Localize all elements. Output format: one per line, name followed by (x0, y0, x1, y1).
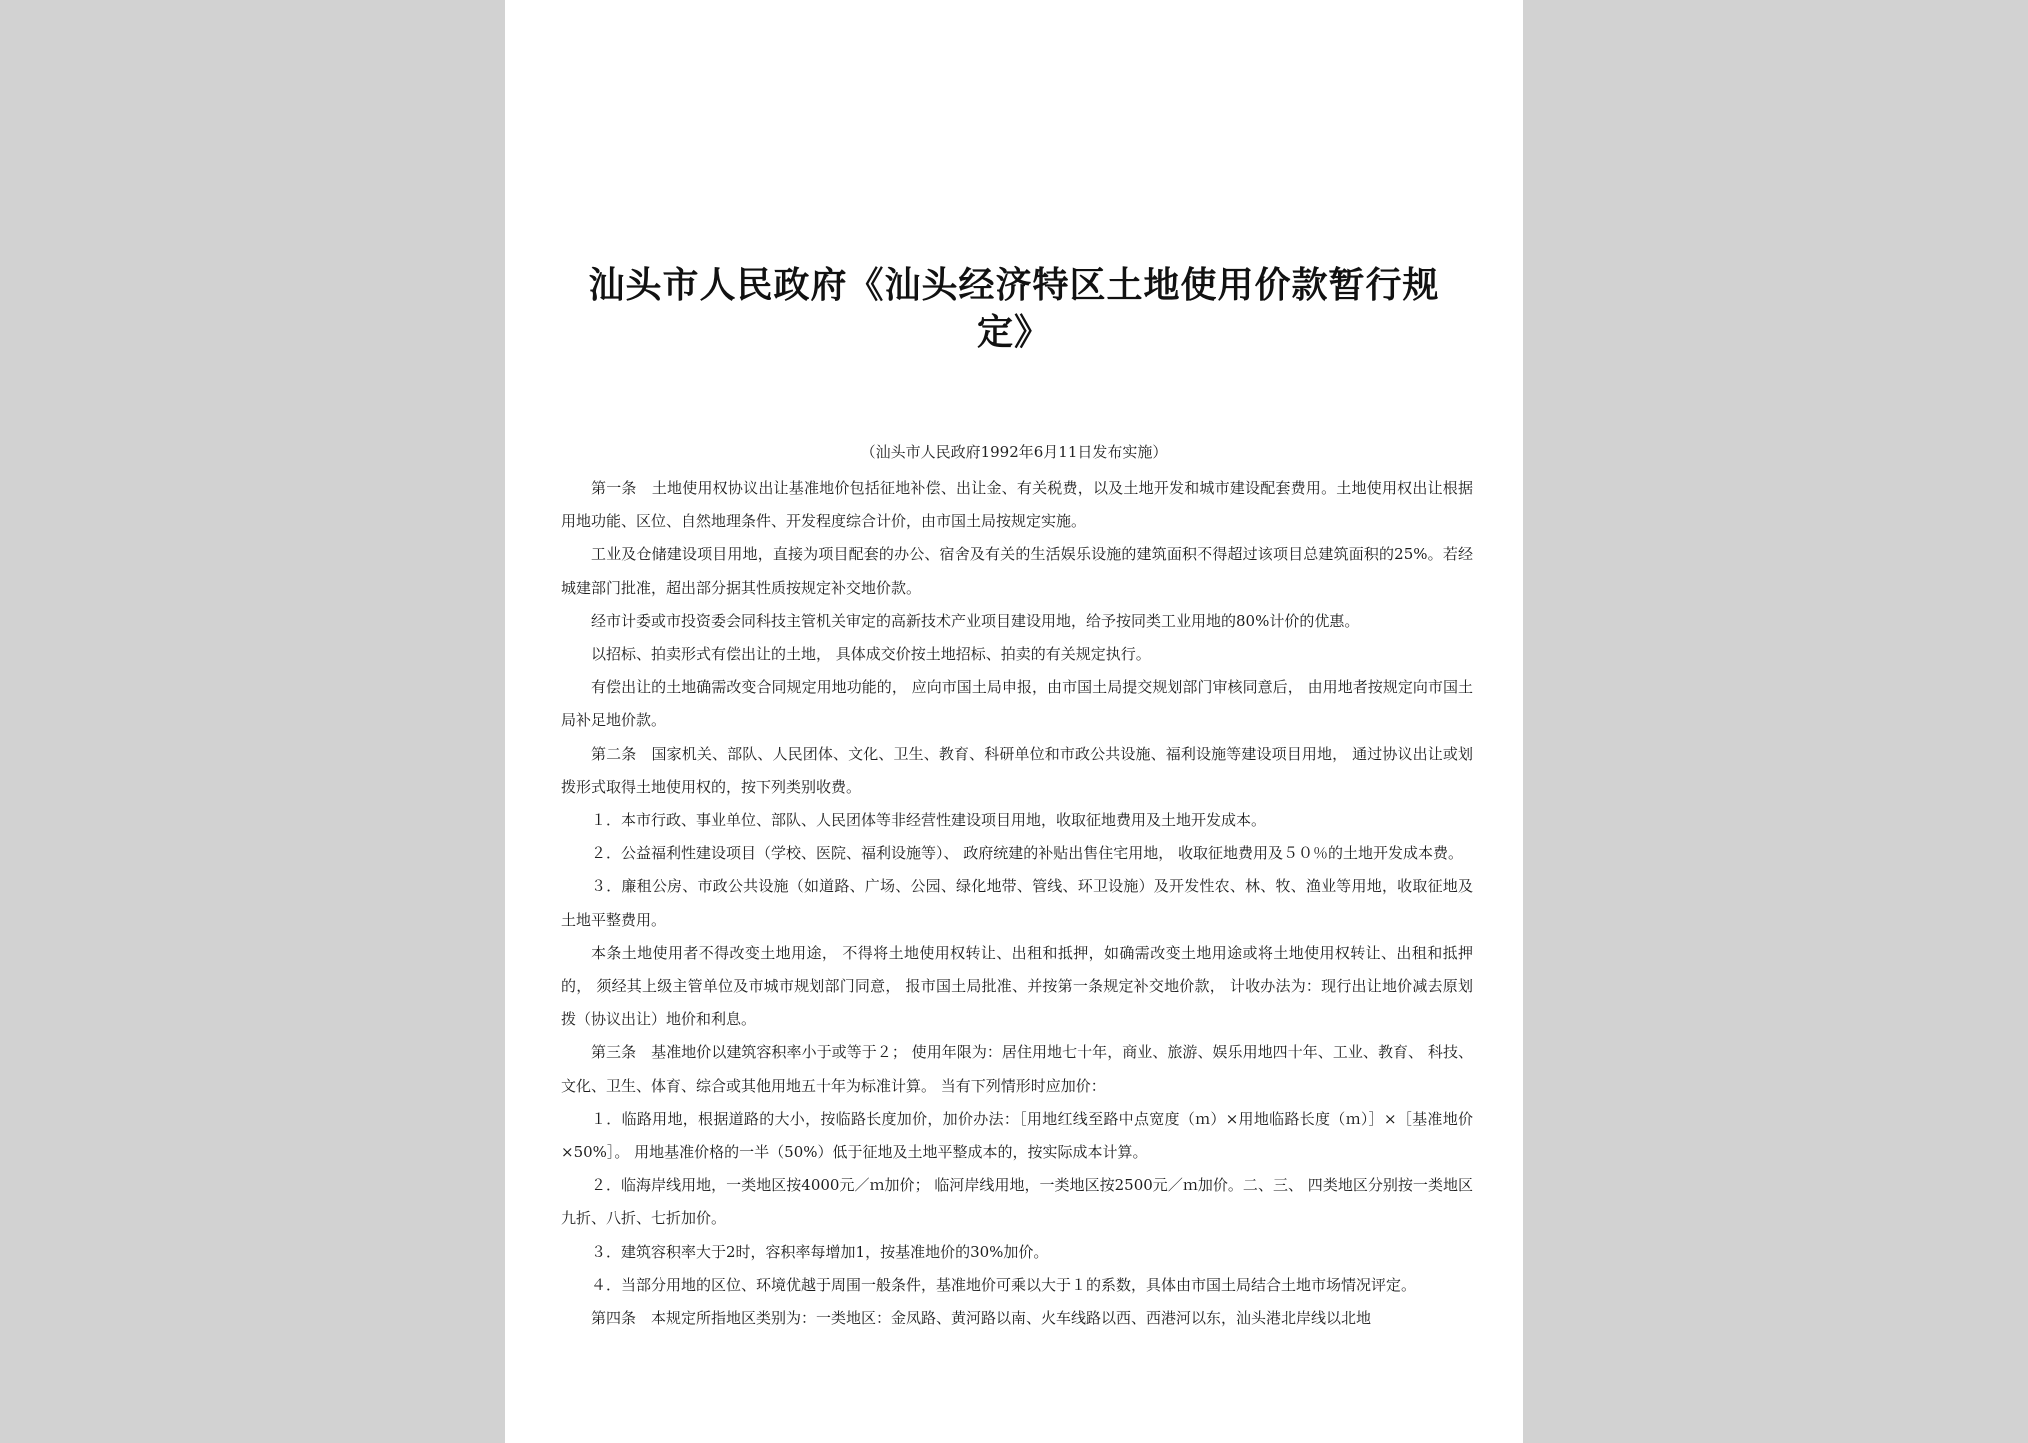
paragraph: 以招标、拍卖形式有偿出让的土地， 具体成交价按土地招标、拍卖的有关规定执行。 (591, 645, 1151, 664)
paragraph: 有偿出让的土地确需改变合同规定用地功能的， 应向市国土局申报，由市国土局提交规划部门审核同意后， 由用地者按规定向市国土局补足地价款。 (561, 678, 1473, 730)
paragraph: 工业及仓储建设项目用地，直接为项目配套的办公、宿舍及有关的生活娱乐设施的建筑面积不得超过该项目总建筑面积的25%。若经城建部门批准，超出部分据其性质按规定补交地价款。 (561, 545, 1473, 597)
document-body (561, 472, 1473, 1335)
paragraph: １．本市行政、事业单位、部队、人民团体等非经营性建设项目用地，收取征地费用及土地开发成本。 (591, 811, 1267, 830)
paragraph: １．临路用地，根据道路的大小，按临路长度加价，加价办法：［用地红线至路中点宽度（ｍ）×用地临路长度（ｍ）］×［基准地价×50%］。 用地基准价格的一半（50%）低于征地及土地平整成本的，按实际成本计算。 (561, 1109, 1473, 1162)
document-subtitle: （汕头市人民政府1992年6月11日发布实施） (860, 443, 1168, 461)
document-page (505, 0, 1523, 1443)
paragraph: 经市计委或市投资委会同科技主管机关审定的高新技术产业项目建设用地，给予按同类工业用地的80%计价的优惠。 (591, 611, 1360, 630)
paragraph: 本条土地使用者不得改变土地用途， 不得将土地使用权转让、出租和抵押，如确需改变土地用途或将土地使用权转让、出租和抵押的， 须经其上级主管单位及市城市规划部门同意， 报市国土局批准、并按第一条规定补交地价款， 计收办法为：现行出让地价减去原划拨（协议出让）地价和利息。 (561, 943, 1473, 1029)
paragraph: 第四条 本规定所指地区类别为：一类地区：金凤路、黄河路以南、火车线路以西、西港河以东，汕头港北岸线以北地 (591, 1309, 1372, 1328)
paragraph: 第三条 基准地价以建筑容积率小于或等于２； 使用年限为：居住用地七十年，商业、旅游、娱乐用地四十年、工业、教育、 科技、文化、卫生、体育、综合或其他用地五十年为标准计算。 当有下列情形时应加价： (561, 1043, 1473, 1095)
document-title: 汕头市人民政府《汕头经济特区土地使用价款暂行规定》 (588, 265, 1440, 353)
paragraph: 第一条 土地使用权协议出让基准地价包括征地补偿、出让金、有关税费，以及土地开发和城市建设配套费用。土地使用权出让根据用地功能、区位、自然地理条件、开发程度综合计价，由市国土局按规定实施。 (561, 479, 1473, 531)
paragraph: ３．廉租公房、市政公共设施（如道路、广场、公园、绿化地带、管线、环卫设施）及开发性农、林、牧、渔业等用地，收取征地及土地平整费用。 (561, 877, 1473, 929)
paragraph: ３．建筑容积率大于2时，容积率每增加1，按基准地价的30%加价。 (591, 1242, 1049, 1261)
paragraph: 第二条 国家机关、部队、人民团体、文化、卫生、教育、科研单位和市政公共设施、福利设施等建设项目用地， 通过协议出让或划拨形式取得土地使用权的，按下列类别收费。 (561, 744, 1473, 796)
paragraph: ２．公益福利性建设项目（学校、医院、福利设施等）、 政府统建的补贴出售住宅用地， 收取征地费用及５０％的土地开发成本费。 (591, 844, 1464, 863)
paragraph: ２．临海岸线用地，一类地区按4000元／ｍ加价； 临河岸线用地，一类地区按2500元／ｍ加价。二、三、 四类地区分别按一类地区九折、八折、七折加价。 (561, 1176, 1473, 1228)
paragraph: ４．当部分用地的区位、环境优越于周围一般条件，基准地价可乘以大于１的系数，具体由市国土局结合土地市场情况评定。 (591, 1275, 1417, 1294)
